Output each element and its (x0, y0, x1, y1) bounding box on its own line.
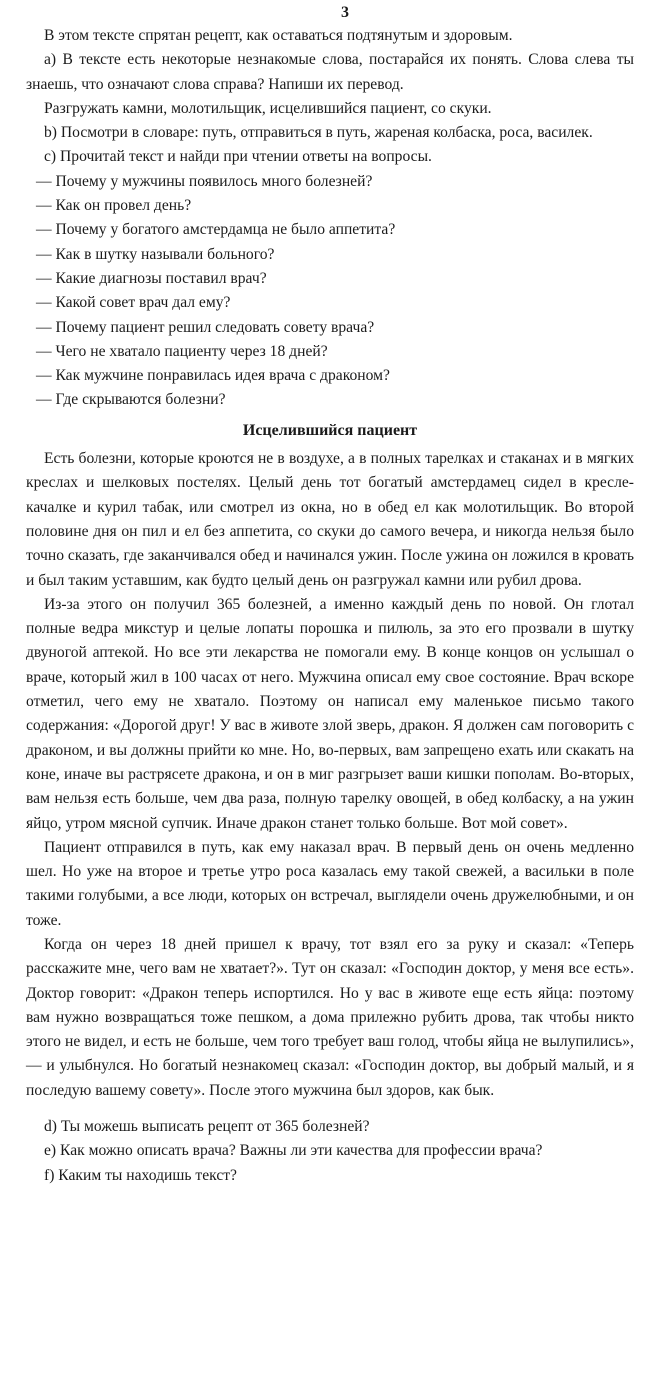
question-item: — Какой совет врач дал ему? (36, 294, 231, 312)
question-item: — Почему у богатого амстердамца не было аппетита? (36, 221, 396, 239)
spacer (26, 1103, 634, 1115)
task-a-words: Разгружать камни, молотильщик, исцелившийся пациент, со скуки. (44, 99, 492, 117)
question-item: — Какие диагнозы поставил врач? (36, 269, 267, 287)
question-item: — Как он провел день? (36, 197, 192, 215)
question-item: — Как мужчине понравилась идея врача с драконом? (36, 367, 390, 385)
story-paragraph: Есть болезни, которые кроются не в воздухе, а в полных тарелках и стаканах и в мягких креслах и шелковых постелях. Целый день тот богатый амстердамец сидел в кресле-качалке и курил табак, или смотрел из окна, но в обед ел как молотильщик. Во второй половине дня он пил и ел без аппетита, со скуки до самого вечера, и никогда нельзя было точно сказать, где заканчивался обед и начинался ужин. После ужина он ложился в кровать и был таким уставшим, как будто целый день он разгружал камни или рубил дрова. (26, 450, 634, 589)
question-item: — Почему пациент решил следовать совету врача? (36, 318, 375, 336)
task-f: f) Каким ты находишь текст? (44, 1166, 237, 1184)
task-a: a) В тексте есть некоторые незнакомые слова, постарайся их понять. Слова слева ты знаешь, что означают слова справа? Напиши их перевод. (26, 51, 634, 93)
task-d: d) Ты можешь выписать рецепт от 365 болезней? (44, 1118, 370, 1136)
question-item: — Почему у мужчины появилось много болезней? (36, 172, 373, 190)
question-item: — Как в шутку называли больного? (36, 245, 275, 263)
question-list (26, 170, 634, 413)
story-paragraph: Из-за этого он получил 365 болезней, а именно каждый день по новой. Он глотал полные ведра микстур и целые лопаты порошка и пилюль, за это его прозвали в шутку двуногой аптекой. Но все эти лекарства не помогали ему. В конце концов он услышал о враче, который жил в 100 часах от него. Мужчина описал ему свое состояние. Врач вскоре отметил, чего ему не хватало. Поэтому он написал ему маленькое письмо такого содержания: «Дорогой друг! У вас в животе злой зверь, дракон. Я должен сам поговорить с драконом, и вы должны прийти ко мне. Но, во-первых, вам запрещено ехать или скакать на коне, иначе вы растрясете дракона, и он в миг разгрызет ваши кишки пополам. Во-вторых, вам нельзя есть больше, чем два раза, полную тарелку овощей, в обед колбаску, а на ужин яйцо, утром мясной супчик. Иначе дракон станет только больше. Вот мой совет». (26, 595, 634, 832)
task-c: c) Прочитай текст и найди при чтении ответы на вопросы. (44, 148, 432, 166)
story-paragraph: Когда он через 18 дней пришел к врачу, тот взял его за руку и сказал: «Теперь расскажите мне, чего вам не хватает?». Тут он сказал: «Господин доктор, у меня все есть». Доктор говорит: «Дракон теперь испортился. Но у вас в животе еще есть яйца: поэтому вам нужно возвращаться тоже пешком, а дома прилежно рубить дрова, так чтобы никто этого не видел, и есть не больше, чем того требует ваш голод, чтобы яйца не вылупились», — и улыбнулся. Но богатый незнакомец сказал: «Господин доктор, вы добрый малый, и я последую вашему совету». После этого мужчина был здоров, как бык. (26, 935, 634, 1099)
question-item: — Чего не хватало пациенту через 18 дней? (36, 342, 328, 360)
page-number: 3 (341, 4, 349, 21)
story-title: Исцелившийся пациент (242, 421, 418, 439)
question-item: — Где скрываются болезни? (36, 391, 226, 409)
task-e: e) Как можно описать врача? Важны ли эти качества для профессии врача? (44, 1142, 543, 1160)
task-b: b) Посмотри в словаре: путь, отправиться в путь, жареная колбаска, роса, василек. (44, 124, 593, 142)
intro-text: В этом тексте спрятан рецепт, как оставаться подтянутым и здоровым. (44, 27, 513, 44)
story-paragraph: Пациент отправился в путь, как ему наказал врач. В первый день он очень медленно шел. Но уже на второе и третье утро роса казалась ему такой свежей, а васильки в поле такими голубыми, а все люди, которых он встречал, выглядели очень дружелюбными, и он тоже. (26, 838, 634, 929)
